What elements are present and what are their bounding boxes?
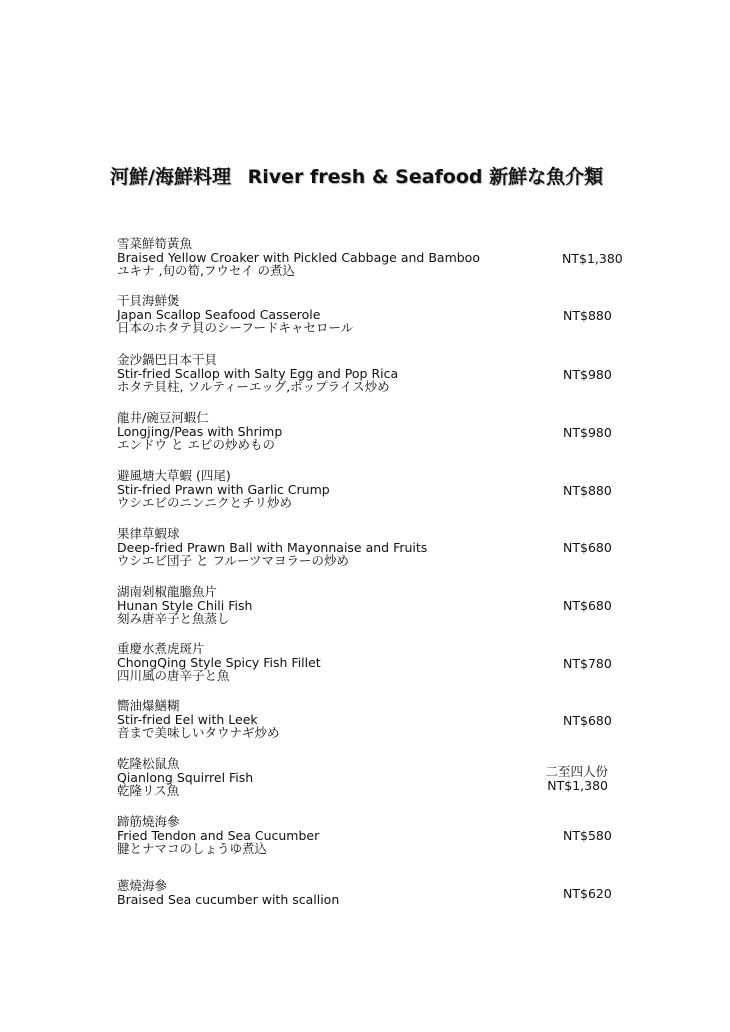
title-zh: 河鮮/海鮮料理 — [110, 166, 231, 188]
title-en: River fresh & Seafood — [247, 166, 483, 188]
menu-item — [117, 642, 617, 692]
item-name-zh: 蹄筋燒海參 — [117, 814, 180, 829]
item-name-en: Stir-fried Prawn with Garlic Crump — [117, 482, 330, 497]
item-name-ja: 四川風の唐辛子と魚 — [117, 668, 230, 683]
menu-item — [117, 585, 617, 635]
menu-item — [117, 411, 617, 461]
item-name-en: Braised Sea cucumber with scallion — [117, 892, 340, 907]
item-name-zh: 嚮油爆鱔糊 — [117, 698, 180, 713]
menu-item — [117, 879, 617, 929]
item-price: NT$880 — [563, 483, 612, 498]
page-title — [110, 162, 603, 189]
item-name-ja: 日本のホタテ貝のシーフードキャセロール — [117, 320, 354, 335]
item-name-en: Fried Tendon and Sea Cucumber — [117, 828, 320, 843]
item-price: NT$880 — [563, 308, 612, 323]
item-name-zh: 果律草蝦球 — [117, 526, 180, 541]
item-price: NT$1,380 — [547, 778, 608, 793]
item-name-zh: 干貝海鮮煲 — [117, 293, 180, 308]
item-price: NT$1,380 — [562, 251, 623, 266]
item-name-en: ChongQing Style Spicy Fish Fillet — [117, 655, 321, 670]
item-name-zh: 避風塘大草蝦 (四尾) — [117, 468, 231, 483]
item-name-zh: 湖南剁椒龍膽魚片 — [117, 584, 218, 599]
item-name-ja: 刻み唐辛子と魚蒸し — [117, 611, 230, 626]
item-name-en: Stir-fried Eel with Leek — [117, 712, 258, 727]
item-name-ja: ウシエビのニンニクとチリ炒め — [117, 495, 293, 510]
item-name-ja: エンドウ と エビの炒めもの — [117, 437, 275, 452]
item-name-ja: 乾隆リス魚 — [117, 783, 180, 798]
menu-item — [117, 469, 617, 519]
item-name-ja: ウシエビ団子 と フルーツマヨラーの炒め — [117, 553, 349, 568]
menu-item — [117, 527, 617, 577]
item-price: NT$680 — [563, 540, 612, 555]
item-name-zh: 蔥燒海參 — [117, 878, 168, 893]
item-name-en: Braised Yellow Croaker with Pickled Cabbage and Bamboo — [117, 250, 480, 265]
item-name-ja: 腱とナマコのしょうゆ煮込 — [117, 841, 268, 856]
item-name-zh: 金沙鍋巴日本干貝 — [117, 352, 218, 367]
item-name-ja: ユキナ ,旬の筍,フウセイ の煮込 — [117, 263, 296, 278]
menu-item — [117, 815, 617, 865]
menu-item — [117, 237, 617, 287]
item-name-ja: 音まで美味しいタウナギ炒め — [117, 725, 280, 740]
menu-item — [117, 353, 617, 403]
item-price: NT$680 — [563, 713, 612, 728]
menu-item — [117, 294, 617, 344]
item-name-zh: 重慶水煮虎斑片 — [117, 641, 205, 656]
item-name-zh: 乾隆松鼠魚 — [117, 756, 180, 771]
item-name-en: Hunan Style Chili Fish — [117, 598, 253, 613]
item-name-en: Deep-fried Prawn Ball with Mayonnaise and Fruits — [117, 540, 428, 555]
menu-item — [117, 699, 617, 749]
item-name-en: Longjing/Peas with Shrimp — [117, 424, 283, 439]
item-name-ja: ホタテ貝柱, ソルティーエッグ,ポップライス炒め — [117, 379, 390, 394]
item-name-en: Qianlong Squirrel Fish — [117, 770, 254, 785]
item-name-zh: 龍井/碗豆河蝦仁 — [117, 410, 209, 425]
item-price: NT$980 — [563, 425, 612, 440]
item-name-en: Stir-fried Scallop with Salty Egg and Pop Rica — [117, 366, 399, 381]
item-price-block — [508, 765, 608, 793]
item-price: NT$580 — [563, 828, 612, 843]
item-name-zh: 雪菜鮮筍黃魚 — [117, 236, 193, 251]
item-price: NT$780 — [563, 656, 612, 671]
title-ja: 新鮮な魚介類 — [489, 166, 604, 188]
item-price-note: 二至四人份 — [545, 764, 608, 779]
item-price: NT$620 — [563, 886, 612, 901]
item-price: NT$680 — [563, 598, 612, 613]
item-price: NT$980 — [563, 367, 612, 382]
item-name-en: Japan Scallop Seafood Casserole — [117, 307, 321, 322]
